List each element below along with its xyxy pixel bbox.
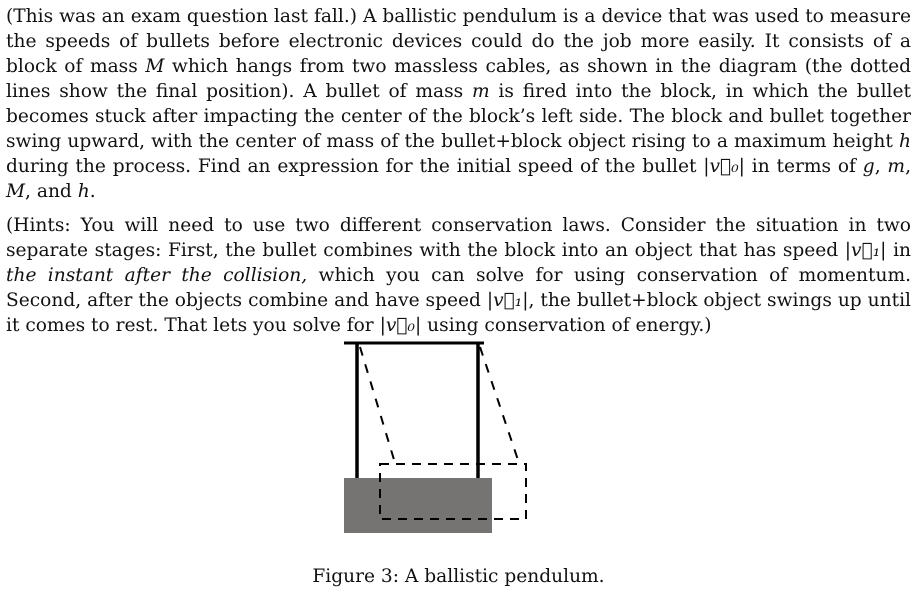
variable-h: h [77, 181, 90, 202]
figure-caption: Figure 3: A ballistic pendulum. [312, 566, 605, 587]
hint-text-part: using conservation of energy.) [421, 315, 712, 336]
velocity-v1: |v⃗₁| [844, 240, 887, 261]
hint-text-part: , the bullet+block object swings up until it comes to rest. That lets you solve for [6, 290, 911, 336]
velocity-v1: |v⃗₁| [486, 290, 529, 311]
velocity-v0: |v⃗₀| [379, 315, 422, 336]
hint-emphasis: the instant after the collision, [6, 265, 308, 286]
hint-text-part: (Hints: You will need to use two different conservation laws. Consider the situation in two separate stages: First, the bullet combines with the block into an object that has speed [6, 215, 911, 261]
hint-text-part: in [886, 240, 911, 261]
punctuation: . [89, 181, 96, 202]
problem-text-part: in terms of [744, 156, 863, 177]
right-cable-final [480, 347, 519, 463]
problem-text [6, 4, 911, 338]
problem-text-part: is fired into the block, in which the bullet becomes stuck after impacting the center of the block’s left side. The block and bullet together swing upward, with the center of mass of the bullet+block object rising to a maximum height [6, 81, 911, 152]
punctuation: , [905, 156, 911, 177]
hint-text-part: which you can solve for using conservation of momentum. Second, after the objects combine and have speed [6, 265, 911, 311]
variable-m: m [471, 81, 490, 102]
velocity-v0: |v⃗₀| [703, 156, 745, 177]
problem-paragraph [6, 4, 911, 204]
hint-paragraph [6, 213, 911, 338]
problem-text-part: , and [25, 181, 78, 202]
ballistic-pendulum-figure [330, 330, 560, 540]
variable-M: M [145, 56, 165, 77]
problem-text-part: (This was an exam question last fall.) A ballistic pendulum is a device that was used to measure the speeds of bullets before electronic devices could do the job more easily. It consists of a block of mass [6, 6, 911, 77]
variable-M: M [6, 181, 26, 202]
left-cable-final [360, 347, 395, 463]
punctuation: , [874, 156, 888, 177]
variable-m: m [887, 156, 906, 177]
pendulum-block [344, 478, 492, 533]
problem-text-part: during the process. Find an expression for the initial speed of the bullet [6, 156, 704, 177]
variable-h: h [899, 131, 911, 152]
problem-text-part: which hangs from two massless cables, as shown in the diagram (the dotted lines show the final position). A bullet of mass [6, 56, 911, 102]
variable-g: g [862, 156, 875, 177]
